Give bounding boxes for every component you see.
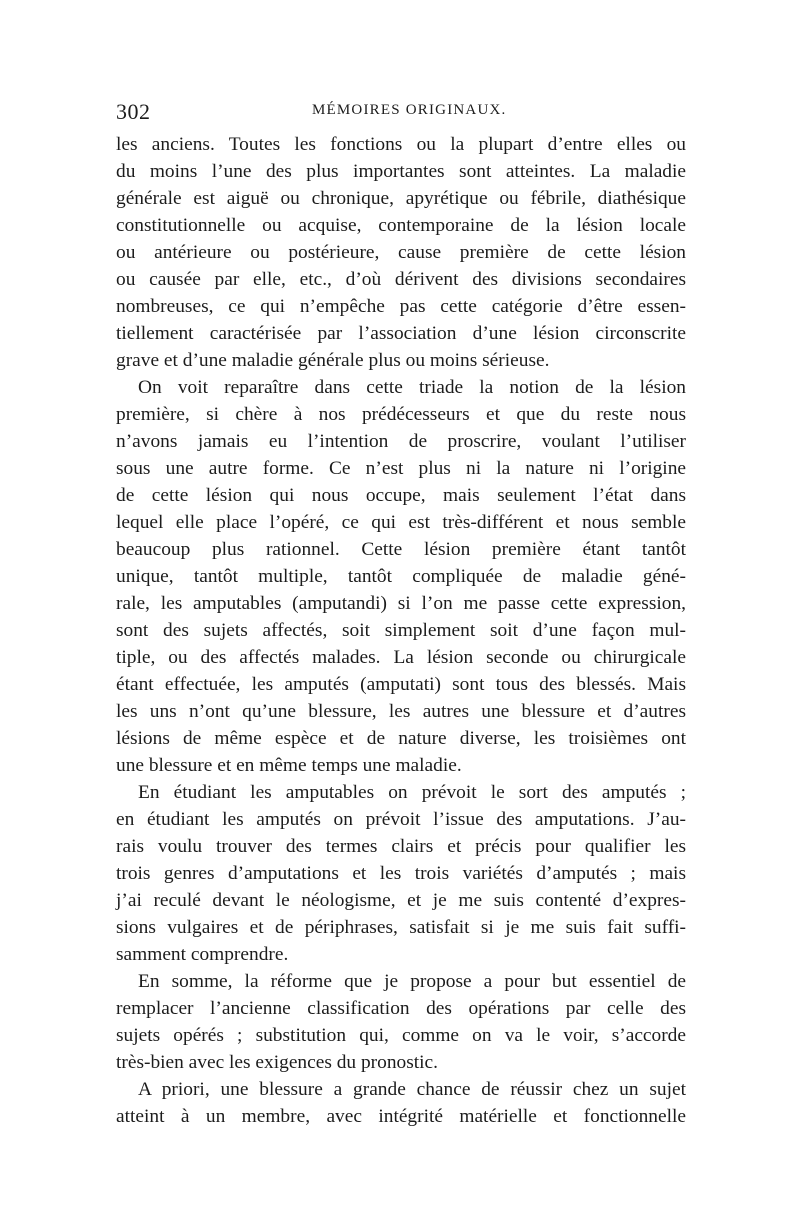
text-line: étant effectuée, les amputés (amputati) sont tous des blessés. Mais [116,674,686,695]
text-line: En étudiant les amputables on prévoit le sort des amputés ; [138,782,686,803]
text-line: très-bien avec les exigences du pronostic. [116,1052,438,1073]
text-line: atteint à un membre, avec intégrité matérielle et fonctionnelle [116,1106,686,1127]
text-line: tiellement caractérisée par l’association d’une lésion circonscrite [116,323,686,344]
text-line: sujets opérés ; substitution qui, comme on va le voir, s’accorde [116,1025,686,1046]
text-line: samment comprendre. [116,944,289,965]
text-line: remplacer l’ancienne classification des opérations par celle des [116,998,686,1019]
text-line: beaucoup plus rationnel. Cette lésion première étant tantôt [116,539,686,560]
running-title: MÉMOIRES ORIGINAUX. [312,102,507,118]
text-line: sous une autre forme. Ce n’est plus ni la nature ni l’origine [116,458,686,479]
text-line: n’avons jamais eu l’intention de proscrire, voulant l’utiliser [116,431,686,452]
text-line: En somme, la réforme que je propose a pour but essentiel de [138,971,686,992]
page-header [116,99,686,125]
text-line: première, si chère à nos prédécesseurs et que du reste nous [116,404,686,425]
text-line: générale est aiguë ou chronique, apyrétique ou fébrile, diathésique [116,188,686,209]
text-line: On voit reparaître dans cette triade la notion de la lésion [138,377,686,398]
text-line: de cette lésion qui nous occupe, mais seulement l’état dans [116,485,686,506]
text-line: unique, tantôt multiple, tantôt compliquée de maladie géné- [116,566,686,587]
text-line: ou causée par elle, etc., d’où dérivent des divisions secondaires [116,269,686,290]
text-line: tiple, ou des affectés malades. La lésion seconde ou chirurgicale [116,647,686,668]
text-line: constitutionnelle ou acquise, contemporaine de la lésion locale [116,215,686,236]
text-line: A priori, une blessure a grande chance de réussir chez un sujet [138,1079,686,1100]
text-line: les anciens. Toutes les fonctions ou la plupart d’entre elles ou [116,134,686,155]
text-line: rale, les amputables (amputandi) si l’on me passe cette expression, [116,593,686,614]
text-line: lésions de même espèce et de nature diverse, les troisièmes ont [116,728,686,749]
text-line: grave et d’une maladie générale plus ou moins sérieuse. [116,350,550,371]
text-line: en étudiant les amputés on prévoit l’issue des amputations. J’au- [116,809,686,830]
text-line: les uns n’ont qu’une blessure, les autres une blessure et d’autres [116,701,686,722]
text-line: une blessure et en même temps une maladie. [116,755,462,776]
text-line: trois genres d’amputations et les trois variétés d’amputés ; mais [116,863,686,884]
text-line: du moins l’une des plus importantes sont atteintes. La maladie [116,161,686,182]
text-line: sions vulgaires et de périphrases, satisfait si je me suis fait suffi- [116,917,686,938]
text-line: nombreuses, ce qui n’empêche pas cette catégorie d’être essen- [116,296,686,317]
page-number: 302 [116,99,151,124]
text-line: rais voulu trouver des termes clairs et précis pour qualifier les [116,836,686,857]
text-line: j’ai reculé devant le néologisme, et je me suis contenté d’expres- [116,890,686,911]
text-line: lequel elle place l’opéré, ce qui est très-différent et nous semble [116,512,686,533]
text-line: sont des sujets affectés, soit simplement soit d’une façon mul- [116,620,686,641]
text-line: ou antérieure ou postérieure, cause première de cette lésion [116,242,686,263]
body-text [116,131,686,1130]
